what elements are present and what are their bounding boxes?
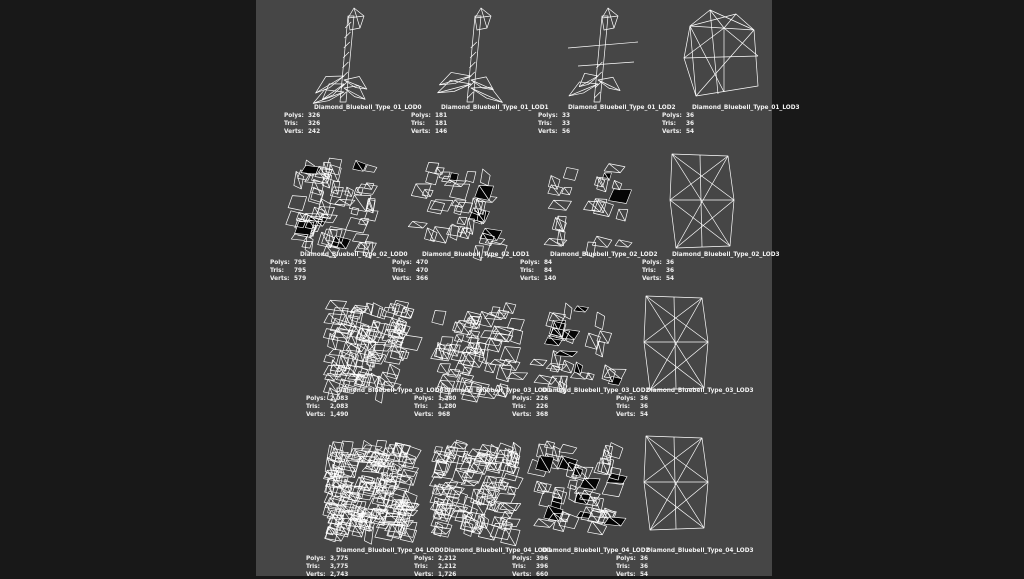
- tris-label: Tris:: [512, 564, 526, 570]
- tris-value: 33: [562, 121, 571, 127]
- mesh-name: Diamond_Bluebell_Type_03_LOD1: [444, 388, 552, 394]
- model-thumbnail: [520, 150, 640, 250]
- polys-label: Polys:: [538, 113, 558, 119]
- verts-value: 146: [435, 129, 448, 135]
- tris-value: 181: [435, 121, 448, 127]
- tris-value: 3,775: [330, 564, 349, 570]
- tris-value: 36: [666, 268, 675, 274]
- verts-value: 54: [640, 572, 649, 578]
- lod-card: [520, 150, 658, 290]
- wireframe-model-icon: [538, 6, 658, 106]
- polys-stat: [270, 259, 408, 267]
- polys-value: 470: [416, 260, 429, 266]
- polys-label: Polys:: [616, 556, 636, 562]
- model-thumbnail: [512, 292, 632, 392]
- mesh-name: Diamond_Bluebell_Type_02_LOD2: [550, 252, 658, 258]
- mesh-name: Diamond_Bluebell_Type_01_LOD0: [314, 105, 422, 111]
- tris-label: Tris:: [538, 121, 552, 127]
- model-thumbnail: [616, 292, 736, 392]
- lod-caption: [284, 104, 422, 136]
- polys-value: 2,083: [330, 396, 349, 402]
- verts-stat: [616, 411, 754, 419]
- tris-label: Tris:: [512, 404, 526, 410]
- lod-card: [306, 292, 444, 432]
- verts-value: 54: [666, 276, 675, 282]
- verts-stat: [616, 571, 754, 579]
- tris-label: Tris:: [270, 268, 284, 274]
- model-thumbnail: [392, 150, 512, 250]
- lod-caption: [616, 547, 754, 579]
- tris-label: Tris:: [392, 268, 406, 274]
- verts-value: 368: [536, 412, 549, 418]
- verts-label: Verts:: [306, 572, 326, 578]
- wireframe-model-icon: [270, 150, 390, 250]
- lod-card: [662, 6, 800, 146]
- tris-value: 36: [640, 564, 649, 570]
- polys-stat: [411, 112, 549, 120]
- tris-value: 2,083: [330, 404, 349, 410]
- polys-value: 2,212: [438, 556, 457, 562]
- lod-caption: [411, 104, 549, 136]
- verts-label: Verts:: [512, 572, 532, 578]
- polys-label: Polys:: [512, 396, 532, 402]
- tris-label: Tris:: [616, 404, 630, 410]
- tris-stat: [616, 403, 754, 411]
- tris-label: Tris:: [642, 268, 656, 274]
- verts-value: 660: [536, 572, 549, 578]
- polys-value: 33: [562, 113, 571, 119]
- verts-label: Verts:: [414, 572, 434, 578]
- wireframe-model-icon: [520, 150, 640, 250]
- wireframe-model-icon: [306, 432, 426, 532]
- verts-label: Verts:: [411, 129, 431, 135]
- polys-label: Polys:: [414, 556, 434, 562]
- lod-caption: [520, 251, 658, 283]
- polys-value: 36: [640, 396, 649, 402]
- model-thumbnail: [306, 292, 426, 392]
- wireframe-model-icon: [512, 292, 632, 392]
- verts-stat: [284, 128, 422, 136]
- polys-stat: [284, 112, 422, 120]
- lod-card: [306, 432, 444, 578]
- mesh-name: Diamond_Bluebell_Type_02_LOD0: [300, 252, 408, 258]
- tris-stat: [616, 563, 754, 571]
- polys-value: 226: [536, 396, 549, 402]
- verts-value: 2,743: [330, 572, 349, 578]
- mesh-name: Diamond_Bluebell_Type_04_LOD1: [444, 548, 552, 554]
- lod-card: [392, 150, 530, 290]
- lod-caption: [642, 251, 780, 283]
- wireframe-model-icon: [411, 6, 531, 106]
- verts-label: Verts:: [512, 412, 532, 418]
- verts-label: Verts:: [616, 572, 636, 578]
- model-thumbnail: [284, 6, 404, 106]
- tris-stat: [520, 267, 658, 275]
- polys-value: 181: [435, 113, 448, 119]
- tris-stat: [662, 120, 800, 128]
- verts-label: Verts:: [642, 276, 662, 282]
- tris-value: 2,212: [438, 564, 457, 570]
- verts-stat: [411, 128, 549, 136]
- polys-label: Polys:: [414, 396, 434, 402]
- mesh-name: Diamond_Bluebell_Type_01_LOD2: [568, 105, 676, 111]
- verts-value: 54: [640, 412, 649, 418]
- tris-value: 226: [536, 404, 549, 410]
- mesh-name: Diamond_Bluebell_Type_01_LOD1: [441, 105, 549, 111]
- tris-value: 36: [686, 121, 695, 127]
- verts-stat: [520, 275, 658, 283]
- polys-label: Polys:: [284, 113, 304, 119]
- mesh-name: Diamond_Bluebell_Type_03_LOD3: [646, 388, 754, 394]
- verts-stat: [662, 128, 800, 136]
- verts-label: Verts:: [392, 276, 412, 282]
- polys-stat: [642, 259, 780, 267]
- polys-stat: [520, 259, 658, 267]
- polys-label: Polys:: [520, 260, 540, 266]
- verts-label: Verts:: [270, 276, 290, 282]
- model-thumbnail: [411, 6, 531, 106]
- lod-caption: [270, 251, 408, 283]
- verts-value: 968: [438, 412, 451, 418]
- polys-value: 795: [294, 260, 307, 266]
- polys-label: Polys:: [642, 260, 662, 266]
- verts-value: 1,490: [330, 412, 349, 418]
- wireframe-model-icon: [662, 6, 782, 106]
- polys-stat: [616, 555, 754, 563]
- mesh-name: Diamond_Bluebell_Type_04_LOD2: [542, 548, 650, 554]
- tris-value: 326: [308, 121, 321, 127]
- mesh-name: Diamond_Bluebell_Type_02_LOD3: [672, 252, 780, 258]
- model-thumbnail: [538, 6, 658, 106]
- wireframe-model-icon: [512, 432, 632, 532]
- verts-label: Verts:: [306, 412, 326, 418]
- lod-card: [616, 432, 754, 578]
- tris-value: 396: [536, 564, 549, 570]
- verts-stat: [270, 275, 408, 283]
- model-thumbnail: [306, 432, 426, 532]
- polys-stat: [616, 395, 754, 403]
- lod-caption: [616, 387, 754, 419]
- polys-value: 84: [544, 260, 553, 266]
- model-thumbnail: [270, 150, 390, 250]
- tris-value: 470: [416, 268, 429, 274]
- polys-label: Polys:: [512, 556, 532, 562]
- lod-card: [284, 6, 422, 146]
- tris-value: 795: [294, 268, 307, 274]
- verts-label: Verts:: [662, 129, 682, 135]
- wireframe-model-icon: [616, 432, 736, 532]
- model-thumbnail: [616, 432, 736, 532]
- tris-label: Tris:: [616, 564, 630, 570]
- polys-value: 36: [640, 556, 649, 562]
- polys-label: Polys:: [662, 113, 682, 119]
- verts-stat: [642, 275, 780, 283]
- verts-value: 140: [544, 276, 557, 282]
- lod-caption: [392, 251, 530, 283]
- polys-label: Polys:: [306, 556, 326, 562]
- verts-label: Verts:: [284, 129, 304, 135]
- polys-value: 396: [536, 556, 549, 562]
- tris-label: Tris:: [662, 121, 676, 127]
- mesh-name: Diamond_Bluebell_Type_03_LOD0: [336, 388, 444, 394]
- mesh-name: Diamond_Bluebell_Type_04_LOD3: [646, 548, 754, 554]
- verts-value: 1,726: [438, 572, 457, 578]
- polys-value: 1,280: [438, 396, 457, 402]
- verts-stat: [392, 275, 530, 283]
- tris-label: Tris:: [520, 268, 534, 274]
- verts-label: Verts:: [538, 129, 558, 135]
- polys-label: Polys:: [306, 396, 326, 402]
- mesh-name: Diamond_Bluebell_Type_02_LOD1: [422, 252, 530, 258]
- verts-value: 54: [686, 129, 695, 135]
- mesh-name: Diamond_Bluebell_Type_04_LOD0: [336, 548, 444, 554]
- tris-value: 84: [544, 268, 553, 274]
- verts-value: 56: [562, 129, 571, 135]
- lod-comparison-sheet: [256, 0, 800, 578]
- model-thumbnail: [642, 150, 762, 250]
- polys-stat: [392, 259, 530, 267]
- tris-label: Tris:: [306, 564, 320, 570]
- wireframe-model-icon: [616, 292, 736, 392]
- polys-value: 36: [686, 113, 695, 119]
- verts-label: Verts:: [616, 412, 636, 418]
- tris-stat: [538, 120, 676, 128]
- lod-caption: [538, 104, 676, 136]
- tris-stat: [411, 120, 549, 128]
- tris-stat: [642, 267, 780, 275]
- model-thumbnail: [512, 432, 632, 532]
- verts-value: 366: [416, 276, 429, 282]
- lod-card: [270, 150, 408, 290]
- verts-value: 242: [308, 129, 321, 135]
- wireframe-model-icon: [642, 150, 762, 250]
- tris-label: Tris:: [306, 404, 320, 410]
- wireframe-model-icon: [306, 292, 426, 392]
- tris-label: Tris:: [284, 121, 298, 127]
- polys-value: 3,775: [330, 556, 349, 562]
- lod-card: [642, 150, 780, 290]
- tris-value: 36: [640, 404, 649, 410]
- lod-caption: [662, 104, 800, 136]
- tris-stat: [270, 267, 408, 275]
- verts-value: 579: [294, 276, 307, 282]
- lod-card: [411, 6, 549, 146]
- polys-label: Polys:: [616, 396, 636, 402]
- lod-card: [538, 6, 676, 146]
- verts-label: Verts:: [520, 276, 540, 282]
- mesh-name: Diamond_Bluebell_Type_03_LOD2: [542, 388, 650, 394]
- tris-label: Tris:: [414, 404, 428, 410]
- polys-label: Polys:: [270, 260, 290, 266]
- mesh-name: Diamond_Bluebell_Type_01_LOD3: [692, 105, 800, 111]
- tris-stat: [392, 267, 530, 275]
- verts-stat: [538, 128, 676, 136]
- wireframe-model-icon: [392, 150, 512, 250]
- polys-label: Polys:: [392, 260, 412, 266]
- model-thumbnail: [662, 6, 782, 106]
- polys-stat: [662, 112, 800, 120]
- polys-label: Polys:: [411, 113, 431, 119]
- tris-stat: [284, 120, 422, 128]
- wireframe-model-icon: [284, 6, 404, 106]
- tris-label: Tris:: [414, 564, 428, 570]
- polys-value: 326: [308, 113, 321, 119]
- polys-stat: [538, 112, 676, 120]
- tris-value: 1,280: [438, 404, 457, 410]
- lod-card: [616, 292, 754, 432]
- tris-label: Tris:: [411, 121, 425, 127]
- polys-value: 36: [666, 260, 675, 266]
- verts-label: Verts:: [414, 412, 434, 418]
